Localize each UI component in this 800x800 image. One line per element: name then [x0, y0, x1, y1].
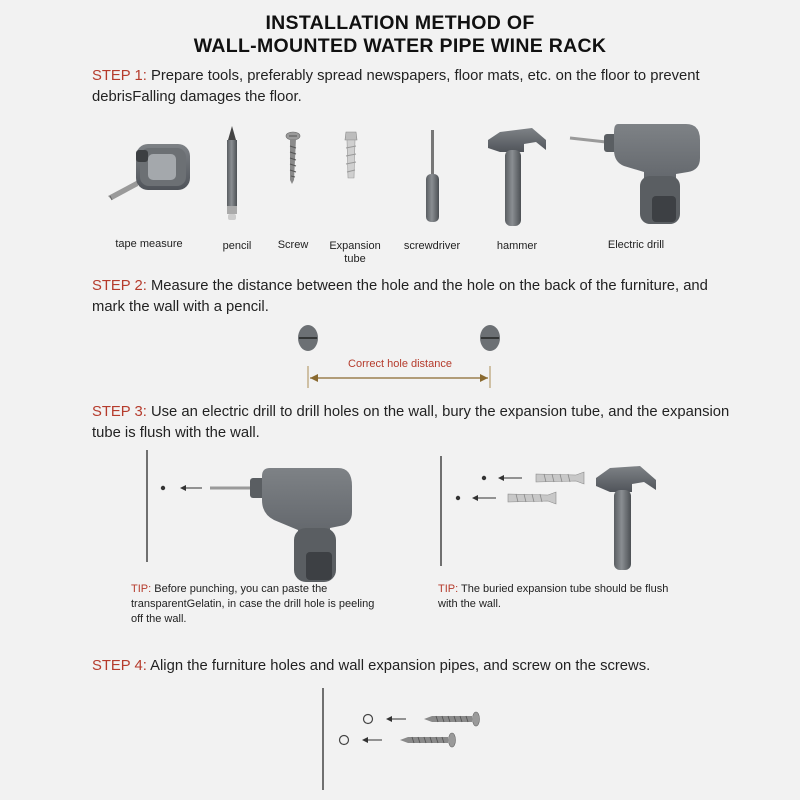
page-title-line-1: INSTALLATION METHOD OF	[265, 12, 535, 34]
pencil-caption: pencil	[222, 240, 252, 252]
tape-measure-caption: tape measure	[115, 238, 183, 250]
screw-icon	[286, 132, 300, 184]
expansion-tube-icon	[345, 132, 357, 178]
step-3-text: Use an electric drill to drill holes on the wall, bury the expansion tube, and the expansion tube is flush with the wall.	[92, 404, 730, 441]
screwdriver-icon	[426, 130, 439, 222]
step-2	[92, 276, 732, 318]
step-3-label: STEP 3:	[92, 404, 147, 420]
tape-measure-icon	[108, 144, 190, 200]
tip-2	[438, 582, 678, 612]
step-3	[92, 402, 732, 444]
tip-1-text: Before punching, you can paste the transparentGelatin, in case the drill hole is peeling off the wall.	[131, 583, 375, 625]
step-4	[92, 656, 732, 677]
hammer-caption: hammer	[496, 240, 538, 252]
step-1-text: Prepare tools, preferably spread newspapers, floor mats, etc. on the floor to prevent debrisFalling damages the floor.	[92, 68, 700, 105]
step-2-label: STEP 2:	[92, 278, 147, 294]
electric-drill-icon	[570, 124, 700, 224]
tip-2-label: TIP:	[438, 583, 459, 595]
step-4-label: STEP 4:	[92, 658, 147, 674]
drill-wall-diagram	[147, 450, 352, 582]
tip-1-label: TIP:	[131, 583, 152, 595]
screwdriver-caption: screwdriver	[403, 240, 461, 252]
page-title-line-2: WALL-MOUNTED WATER PIPE WINE RACK	[193, 35, 607, 57]
electric-drill-caption: Electric drill	[607, 239, 665, 251]
tip-1	[131, 582, 381, 627]
hole-distance-label: Correct hole distance	[348, 358, 452, 370]
step-2-text: Measure the distance between the hole and the hole on the back of the furniture, and mark the wall with a pencil.	[92, 278, 708, 315]
expansion-tube-caption: Expansion tube	[329, 240, 381, 265]
tip-2-text: The buried expansion tube should be flush with the wall.	[438, 583, 669, 610]
step-1	[92, 66, 732, 108]
expansion-tube-wall-diagram	[441, 456, 656, 570]
hammer-icon	[488, 128, 546, 226]
screw-caption: Screw	[277, 239, 309, 251]
hole-distance-diagram	[298, 325, 500, 388]
step-4-text: Align the furniture holes and wall expansion pipes, and screw on the screws.	[150, 658, 651, 674]
pencil-icon	[227, 126, 237, 220]
screw-wall-diagram	[323, 688, 480, 790]
step-1-label: STEP 1:	[92, 68, 147, 84]
